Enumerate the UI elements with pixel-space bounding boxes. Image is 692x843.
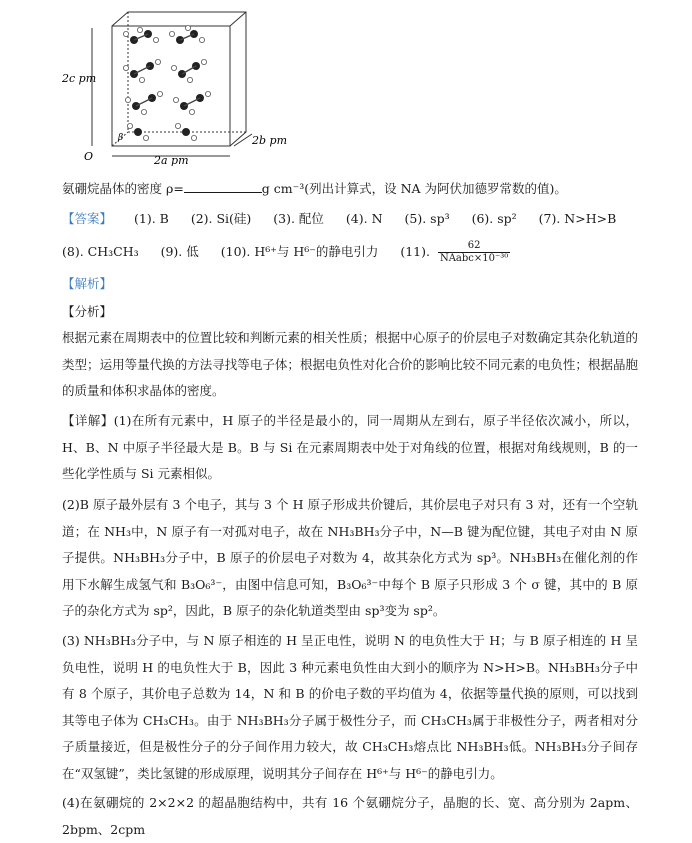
- answer-row-2: [62, 240, 546, 265]
- answer-item: (8). CH₃CH₃: [62, 244, 139, 259]
- answer-item: (2). Si(硅): [190, 211, 252, 226]
- detail-paragraph-4: (4)在氨硼烷的 2×2×2 的超晶胞结构中，共有 16 个氨硼烷分子，晶胞的长、宽、高分别为 2apm、2bpm、2cpm: [62, 795, 638, 837]
- label-beta: β: [118, 133, 124, 143]
- answer-item: (9). 低: [160, 244, 199, 259]
- question-suffix: g cm⁻³(列出计算式，设 NA 为阿伏加德罗常数的值)。: [261, 181, 567, 196]
- answer-item: (1). B: [134, 211, 169, 226]
- label-2b: 2b pm: [252, 134, 288, 147]
- fraction-numerator: 62: [438, 240, 510, 253]
- answer-blank: [184, 180, 262, 193]
- detail-paragraph-2: (2)B 原子最外层有 3 个电子，其与 3 个 H 原子形成共价键后，其价层电子对只有 3 对，还有一个空轨道；在 NH₃中，N 原子有一对孤对电子，故在 NH₃BH₃分子中，N—B 键为配位键，其电子对由 N 原子提供。NH₃BH₃分子中，B 原子的价层电子对数为 4，故其杂化方式为 sp³。NH₃BH₃在催化剂的作用下水解生成氢气和 B₃O₆³⁻，由图中信息可知，B₃O₆³⁻中每个 B 原子只形成 3 个 σ 键，其中的 B 原子的杂化方式为 sp²，因此，B 原子的杂化轨道类型由 sp³变为 sp²。: [62, 497, 638, 618]
- fraction-denominator: NAabc×10⁻³⁰: [439, 253, 509, 264]
- crystal-cell-diagram: [62, 6, 292, 166]
- answer-row-1: [62, 211, 616, 227]
- detail-paragraph-1: [62, 408, 638, 488]
- detail-paragraph-3: (3) NH₃BH₃分子中，与 N 原子相连的 H 呈正电性，说明 N 的电负性大于 H；与 B 原子相连的 H 呈负电性，说明 H 的电负性大于 B，因此 3 种元素电负性由大到小的顺序为 N>H>B。NH₃BH₃分子中有 8 个原子，其价电子总数为 14，N 和 B 的价电子数的平均值为 4，依据等量代换的原则，可以找到其等电子体为 CH₃CH₃。由于 NH₃BH₃分子属于极性分子，而 CH₃CH₃属于非极性分子，两者相对分子质量接近，但是极性分子的分子间作用力较大，故 CH₃CH₃熔点比 NH₃BH₃低。NH₃BH₃分子间存在“双氢键”，类比氢键的形成原理，说明其分子间存在 H⁶⁺与 H⁶⁻的静电引力。: [62, 633, 638, 781]
- answer-item: (6). sp²: [471, 211, 517, 226]
- answer-item: (10). H⁶⁺与 H⁶⁻的静电引力: [220, 244, 379, 259]
- crystal-cell-figure: [62, 6, 292, 166]
- answer-item: (7). N>H>B: [538, 211, 617, 226]
- question-line: [62, 180, 567, 197]
- answer-item: (3). 配位: [273, 211, 324, 226]
- answer-item: (11).: [400, 244, 430, 259]
- analysis-paragraph: 根据元素在周期表中的位置比较和判断元素的相关性质；根据中心原子的价层电子对数确定其杂化轨道的类型；运用等量代换的方法寻找等电子体；根据电负性对化合价的影响比较不同元素的电负性；根据晶胞的质量和体积求晶体的密度。: [62, 330, 638, 398]
- detail-text-1: (1)在所有元素中，H 原子的半径是最小的，同一周期从左到右，原子半径依次减小，所以，H、B、N 中原子半径最大是 B。B 与 Si 在元素周期表中处于对角线的位置，根据对角线规则，B 的一些化学性质与 Si 元素相似。: [62, 413, 638, 481]
- label-2c: 2c pm: [62, 72, 97, 85]
- answer-tag: 【答案】: [62, 211, 113, 226]
- label-2a: 2a pm: [154, 154, 189, 166]
- question-prefix: 氨硼烷晶体的密度 ρ=: [62, 181, 184, 196]
- fenxi-tag: 【分析】: [62, 304, 113, 319]
- answer-item: (4). N: [345, 211, 383, 226]
- molecule-cluster: [123, 25, 210, 140]
- detail-tag: 【详解】: [62, 413, 114, 428]
- analysis-tag: 【解析】: [62, 276, 113, 291]
- answer-item: (5). sp³: [404, 211, 450, 226]
- density-fraction: [438, 240, 528, 265]
- label-origin: O: [84, 150, 94, 163]
